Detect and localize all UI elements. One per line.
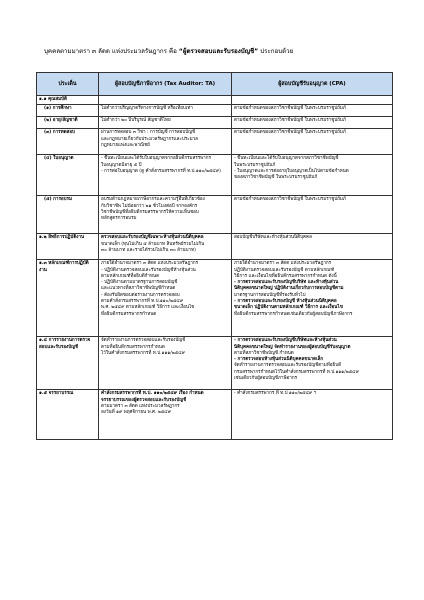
table-row [37,337,393,390]
cell-line: - ปฏิบัติงานตามมาตรฐานการสอบบัญชี [101,280,178,286]
table-row [37,155,393,196]
title-prefix: บุคคลตามมาตรา ๓ ลัดด แห่งประมวลรัษฎากร คือ [44,48,179,55]
cell-line: ปฏิบัติงานตรวจสอบและรับรองบัญชี ตามหลักเกณฑ์ [234,267,335,273]
tax-auditor-cell [99,129,232,155]
cell-line: ที่อธิบดีกรมสรรพากรกำหนดเช่นเดียวกับผู้สอบบัญชีภาษีอากร [234,311,353,317]
cell-line: - การตรวจสอบและรับรองบัญชี ห้างหุ้นส่วนนิติบุคคล [234,299,337,305]
cell-line: - การตรวจสอบและรับรองบัญชีบริษัทและห้างหุ้นส่วน [234,338,337,344]
cell-line: ตรวจสอบและรับรองบัญชีเฉพาะห้างหุ้นส่วนนิติบุคคล [101,235,204,241]
cell-line: พ.ศ. ๒๕๔๙ ตามหลักเกณฑ์ วิธีการ และเงื่อนไข [101,305,195,311]
cell-line: ตามหลักเกณฑ์ที่อธิบดีกำหนด [101,273,160,279]
cell-line: ของสภาวิชาชีพบัญชี ในพระบรมราชูปถัมภ์ [234,175,318,181]
cell-line: เช่นเดียวกับผู้สอบบัญชีภาษีอากร [234,376,298,382]
cell-line: นิติบุคคลขนาดใหญ่ ปฏิบัติงานเกี่ยวกับการสอบบัญชีตาม [234,286,344,292]
table-body [37,96,393,440]
row-topic: (๔) ใบอนุญาต [37,155,99,196]
row-topic: ๑.๑ คุณสมบัติ [37,96,99,105]
cell-line: กับวิชาชีพ ไม่น้อยกว่า ๒๑ ชั่วโมงต่อปี จากองค์กร [101,203,198,209]
comparison-table [36,72,393,440]
cell-line: ตามมาตรา ๓ สัตต แห่งประมวลรัษฎากร [101,403,180,409]
cell-line: วิธีการ และเงื่อนไขที่อธิบดีกรมสรรพากรกำหนด ดังนี้ [234,273,337,279]
title-emphasis: “ผู้ตรวจสอบและรับรองบัญชี” [178,48,259,55]
cell-line: ลงวันที่ ๑๙ พฤศจิกายน พ.ศ. ๒๕๔๙ [101,410,172,416]
table-row [37,96,393,105]
cell-line: ไว้ในคำสั่งกรมสรรพากรที่ ท.ป.๑๑๑/๒๕๔๙ [101,350,185,356]
row-topic: (๓) การทดสอบ [37,129,99,155]
table-row [37,196,393,234]
cell-line: ภายใต้อำนาจมาตรา ๓ สัตต แห่งประมวลรัษฎากร [234,261,332,267]
cell-line: - ปฏิบัติงานตรวจสอบและรับรองบัญชีห้างหุ้นส่วน [101,267,196,273]
tax-auditor-cell [99,337,232,390]
header-topic: ประเด็น [37,73,99,96]
header-tax-auditor: ผู้สอบบัญชีภาษีอากร (Tax Auditor: TA) [99,73,232,96]
cell-line: ขนาดเล็ก ปฏิบัติงานตามหลักเกณฑ์ วิธีการ และเงื่อนไข [234,305,343,311]
cell-line: อบรมด้านกฎหมายภาษีอากรและความรู้อื่นที่เกี่ยวข้อง [101,197,205,203]
cell-line: วิชาชีพบัญชีที่อธิบดีกรมสรรพากรให้ความเห็นชอบ [101,209,199,215]
cell-line: ขนาดเล็ก (ทุนไม่เกิน ๕ ล้านบาท สินทรัพย์รวมไม่เกิน [101,241,205,247]
table-row [37,129,393,155]
row-topic: ๑.๓ หลักเกณฑ์การปฏิบัติงาน [37,260,99,337]
cpa-cell [232,196,393,234]
table-row [37,260,393,337]
tax-auditor-cell [99,234,232,260]
cpa-cell [232,105,393,117]
cell-line: - ต้องรับผิดชอบต่อรายงานการตรวจสอบ [101,292,180,298]
cell-line: นิติบุคคลขนาดใหญ่ จัดทำรายงานของผู้สอบบัญชีรับอนุญาต [234,344,351,350]
row-topic: (๑) การศึกษา [37,105,99,117]
cell-line: ตามคำสั่งกรมสรรพากรที่ ท.ป.๑๑๐/๒๕๔๙ [101,299,184,305]
row-topic: (๒) อายุ/สัญชาติ [37,117,99,129]
table-header-row [37,73,393,96]
cell-line: จัดทำรายงานการตรวจสอบและรับรองบัญชี [101,338,186,344]
document-title [44,48,404,56]
cell-line: ภายใต้อำนาจมาตรา ๓ สัตต แห่งประมวลรัษฎากร [101,261,199,267]
cell-line: ๓๐ ล้านบาท และรายได้รวมไม่เกิน ๓๐ ล้านบาท) [101,247,196,253]
tax-auditor-cell [99,155,232,196]
cell-line: สอบบัญชีบริษัทและห้างหุ้นส่วนนิติบุคคล [234,235,312,241]
cell-line: ใบอนุญาตมีอายุ ๕ ปี [101,162,142,168]
cell-line: - การตรวจสอบห้างหุ้นส่วนนิติบุคคลขนาดเล็ก [234,357,324,363]
cell-line: ตามที่อธิบดีกรมสรรพากรกำหนด [101,344,165,350]
cell-line: คำสั่งกรมสรรพากรที่ ท.ป. ๑๑๐/๒๕๔๙ เรื่อง กำหนด [101,391,204,397]
cell-line: - คำสั่งกรมสรรพากร ที่ ท.ป ๑๑๐/๒๕๔๙ ฯ [234,391,317,397]
tax-auditor-cell [99,105,232,117]
table-row [37,105,393,117]
title-suffix: ประกอบด้วย [258,48,294,55]
cell-line: มาตรฐานการสอบบัญชีที่รองรับทั่วไป [234,292,306,298]
cell-line: ตามที่สภาวิชาชีพบัญชี กำหนด [234,350,294,356]
cell-line: - การตรวจสอบและรับรองบัญชีบริษัท และห้างหุ้นส่วน [234,280,339,286]
cell-line: ที่อธิบดีกรมสรรพากรกำหนด [101,311,157,317]
tax-auditor-cell [99,196,232,234]
cell-line: กฎหมายแพ่งและพาณิชย์ [101,142,150,148]
cell-line: ไม่ต่ำกว่าปริญญาตรีทางการบัญชี หรือเทียบเท่า [101,106,193,112]
cpa-cell [232,390,393,440]
cell-line: และกฎหมายเกี่ยวกับประมวลรัษฎากรและประมวล [101,136,198,142]
cell-line: ตามข้อกำหนดของสภาวิชาชีพบัญชี ในพระบรมราชูปถัมภ์ [234,118,346,124]
cpa-cell [232,96,393,105]
cell-line: จรรยาบรรณของผู้ตรวจสอบและรับรองบัญชี [101,397,187,403]
cell-line: ในพระบรมราชูปถัมภ์ [234,162,276,168]
header-cpa: ผู้สอบบัญชีรับอนุญาต (CPA) [232,73,393,96]
row-topic: (๕) การอบรม [37,196,99,234]
cell-line: หลักสูตรการอบรม [101,216,137,222]
tax-auditor-cell [99,390,232,440]
row-topic: ๑.๕ จรรยาบรรณ [37,390,99,440]
tax-auditor-cell [99,96,232,105]
cpa-cell [232,117,393,129]
table-row [37,117,393,129]
cpa-cell [232,155,393,196]
cell-line: กรมสรรพากรกำหนดไว้ในคำสั่งกรมสรรพากรที่ ท.ป.๑๑๑/๒๕๔๙ [234,369,359,375]
cpa-cell [232,129,393,155]
cell-line: - ใบอนุญาตและการต่ออายุใบอนุญาตเป็นไปตามข้อกำหนด [234,168,349,174]
cell-line: ตามข้อกำหนดของสภาวิชาชีพบัญชี ในพระบรมราชูปถัมภ์ [234,130,346,136]
table-row [37,390,393,440]
cpa-cell [232,337,393,390]
cell-line: - การต่อใบอนุญาต (ดู คำสั่งกรมสรรพากรที่ ท.ป.๑๑๐/๒๕๔๙) [101,168,221,174]
cell-line: ตามข้อกำหนดของสภาวิชาชีพบัญชี ในพระบรมราชูปถัมภ์ [234,106,346,112]
cell-line: ผ่านการทดสอบ ๓ วิชา : การบัญชี การสอบบัญชี [101,130,196,136]
cpa-cell [232,260,393,337]
table-row [37,234,393,260]
cell-line: ไม่ต่ำกว่า ๒๐ ปีบริบูรณ์ สัญชาติไทย [101,118,171,124]
cell-line: - ขึ้นทะเบียนและได้รับใบอนุญาตจากอธิบดีกรมสรรพากร [101,156,211,162]
tax-auditor-cell [99,117,232,129]
cpa-cell [232,234,393,260]
cell-line: จัดทำรายงานการตรวจสอบและรับรองบัญชีตามที่อธิบดี [234,363,342,369]
tax-auditor-cell [99,260,232,337]
cell-line: - ขึ้นทะเบียนและได้รับใบอนุญาตจากสภาวิชาชีพบัญชี [234,156,339,162]
cell-line: ตามข้อกำหนดของสภาวิชาชีพบัญชี ในพระบรมราชูปถัมภ์ [234,197,346,203]
row-topic: ๑.๔ การรายงานการตรวจสอบและรับรองบัญชี [37,337,99,390]
cell-line: และแนวทางที่สภาวิชาชีพบัญชีกำหนด [101,286,176,292]
row-topic: ๑.๒ สิทธิการปฏิบัติงาน [37,234,99,260]
